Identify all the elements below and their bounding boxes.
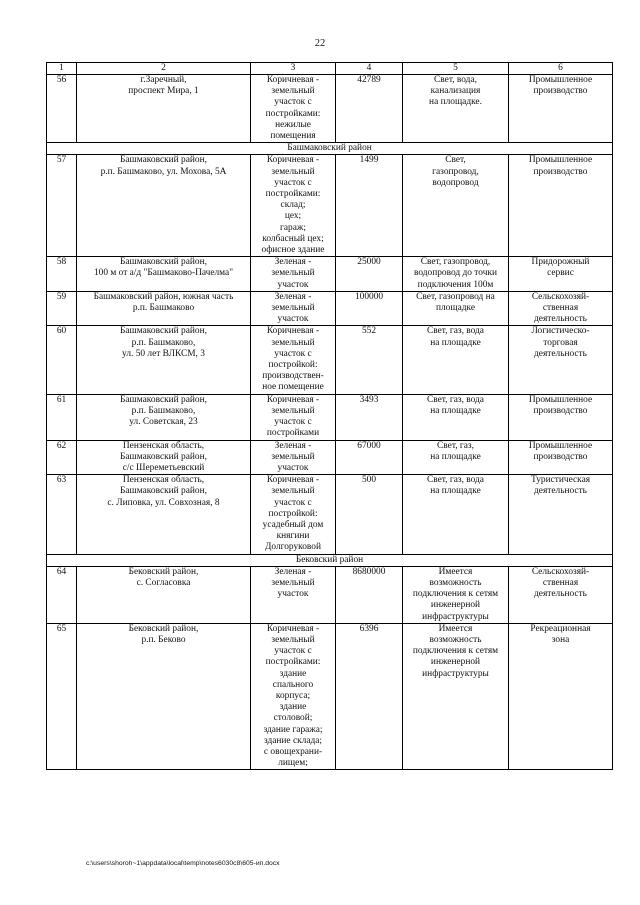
site-type-cell [251, 623, 336, 770]
table-row [47, 394, 613, 440]
infrastructure-cell [403, 75, 509, 143]
site-area-cell [336, 257, 403, 292]
site-type: Зеленая - земельный участок [271, 440, 315, 473]
site-type: Коричневая - земельный участок с постройками [266, 394, 320, 439]
infrastructure: Свет, газ, вода на площадке [427, 475, 484, 497]
site-area-cell [336, 566, 403, 623]
site-address-cell [77, 326, 251, 394]
row-number-cell [47, 257, 77, 292]
intended-use: Промышленное производство [528, 394, 593, 416]
intended-use-cell [509, 257, 613, 292]
row-number-cell [47, 566, 77, 623]
infrastructure-cell [403, 623, 509, 770]
intended-use: Сельскохозяй- ственная деятельность [531, 566, 590, 600]
intended-use: Сельскохозяй- ственная деятельность [531, 291, 590, 325]
site-type-cell [251, 475, 336, 554]
infrastructure: Свет, газопровод, водопровод [432, 155, 479, 188]
site-type: Коричневая - земельный участок с постройками: нежилые помещения [265, 75, 321, 142]
site-area: 42789 [357, 75, 381, 85]
row-number-cell [47, 623, 77, 770]
district-title: Бековский район [47, 554, 613, 566]
intended-use-cell [509, 440, 613, 475]
infrastructure: Свет, газ, на площадке [430, 440, 481, 462]
row-number: 59 [56, 291, 67, 302]
site-address: Пензенская область, Башмаковский район, с. Липовка, ул. Совхозная, 8 [107, 475, 220, 508]
column-header: 4 [336, 63, 403, 75]
infrastructure-cell [403, 475, 509, 554]
row-number: 62 [56, 440, 67, 451]
site-type-cell [251, 394, 336, 440]
intended-use-cell [509, 326, 613, 394]
infrastructure-cell [403, 566, 509, 623]
site-area-cell [336, 155, 403, 257]
row-number-cell [47, 475, 77, 554]
infrastructure-cell [403, 291, 509, 326]
site-address-cell [77, 623, 251, 770]
row-number-cell [47, 394, 77, 440]
site-type: Зеленая - земельный участок [271, 566, 315, 600]
intended-use-cell [509, 394, 613, 440]
column-header: 2 [77, 63, 251, 75]
intended-use: Придорожный сервис [531, 257, 590, 279]
intended-use-cell [509, 566, 613, 623]
row-number-cell [47, 155, 77, 257]
table-row [47, 257, 613, 292]
site-type: Коричневая - земельный участок с постройкой: производствен- ное помещение [262, 326, 324, 393]
site-address-cell [77, 566, 251, 623]
table-row [47, 566, 613, 623]
site-address: Башмаковский район, р.п. Башмаково, ул. Советская, 23 [120, 394, 207, 428]
infrastructure-cell [403, 257, 509, 292]
infrastructure: Свет, газ, вода на площадке [427, 326, 484, 348]
page-number: 22 [314, 38, 326, 49]
intended-use: Рекреационная зона [530, 623, 591, 645]
site-area: 67000 [357, 440, 381, 451]
row-number: 64 [56, 566, 67, 577]
infrastructure-cell [403, 394, 509, 440]
site-type-cell [251, 291, 336, 326]
infrastructure: Имеется возможность подключения к сетям инженерной инфраструктуры [412, 566, 499, 622]
table-row [47, 326, 613, 394]
infrastructure: Свет, газ, вода на площадке [427, 394, 484, 416]
district-section-row [47, 554, 613, 566]
site-area-cell [336, 75, 403, 143]
intended-use: Промышленное производство [528, 75, 593, 97]
site-address-cell [77, 257, 251, 292]
row-number-cell [47, 75, 77, 143]
intended-use: Туристическая деятельность [530, 475, 591, 497]
site-area: 552 [361, 326, 377, 337]
infrastructure: Свет, газопровод на площадке [416, 291, 495, 314]
site-address-cell [77, 155, 251, 257]
district-title: Башмаковский район [47, 143, 613, 155]
row-number: 63 [56, 475, 67, 486]
intended-use-cell [509, 75, 613, 143]
infrastructure-cell [403, 155, 509, 257]
column-header: 5 [403, 63, 509, 75]
site-area-cell [336, 623, 403, 770]
column-header: 6 [509, 63, 613, 75]
site-address: Башмаковский район, р.п. Башмаково, ул. 50 лет ВЛКСМ, 3 [120, 326, 207, 359]
table-header-row [47, 63, 613, 75]
row-number-cell [47, 440, 77, 475]
site-address: Башмаковский район, 100 м от а/д "Башмаково-Пачелма" [93, 257, 234, 279]
row-number: 57 [56, 155, 67, 166]
table-row [47, 155, 613, 257]
site-type-cell [251, 257, 336, 292]
site-type: Зеленая - земельный участок [271, 257, 315, 290]
intended-use: Логистическо- торговая деятельность [531, 326, 590, 359]
intended-use: Промышленное производство [528, 155, 593, 177]
table-row [47, 440, 613, 475]
site-address-cell [77, 75, 251, 143]
site-area: 100000 [354, 291, 384, 302]
intended-use: Промышленное производство [528, 440, 593, 462]
site-type: Зеленая - земельный участок [271, 291, 315, 325]
site-type-cell [251, 440, 336, 475]
intended-use-cell [509, 291, 613, 326]
row-number: 58 [56, 257, 67, 268]
column-header: 1 [47, 63, 77, 75]
investment-sites-table [46, 62, 613, 770]
intended-use-cell [509, 155, 613, 257]
row-number: 60 [56, 326, 67, 337]
site-area: 25000 [357, 257, 381, 268]
row-number: 65 [56, 623, 67, 634]
row-number: 61 [56, 394, 67, 405]
file-path-footer: c:\users\shoroh~1\appdata\local\temp\notes6030c8\605-ип.docx [86, 860, 280, 867]
site-address: Бековский район, р.п. Беково [128, 623, 199, 645]
site-address-cell [77, 440, 251, 475]
site-area-cell [336, 326, 403, 394]
site-type-cell [251, 326, 336, 394]
column-header: 3 [251, 63, 336, 75]
district-section-row [47, 143, 613, 155]
intended-use-cell [509, 623, 613, 770]
table-row [47, 291, 613, 326]
site-area: 1499 [359, 155, 379, 166]
table-row [47, 475, 613, 554]
site-type-cell [251, 566, 336, 623]
site-area-cell [336, 394, 403, 440]
site-area-cell [336, 475, 403, 554]
infrastructure-cell [403, 326, 509, 394]
infrastructure: Свет, вода, канализация на площадке. [429, 75, 482, 108]
site-area-cell [336, 440, 403, 475]
site-type: Коричневая - земельный участок с постройками: склад; цех; гараж; колбасный цех; офисное здание [261, 155, 325, 256]
site-area: 500 [361, 475, 377, 486]
site-address-cell [77, 475, 251, 554]
table-body [47, 75, 613, 770]
site-address: г.Заречный, проспект Мира, 1 [128, 75, 199, 97]
table-row [47, 623, 613, 770]
site-type-cell [251, 155, 336, 257]
site-address: Пензенская область, Башмаковский район, с/с Шереметьевский [120, 440, 207, 473]
site-type: Коричневая - земельный участок с постройками: здание спального корпуса; здание столовой; здание гаража; здание склада; с овощехрани- лищем; [263, 623, 323, 769]
site-address-cell [77, 291, 251, 326]
intended-use-cell [509, 475, 613, 554]
infrastructure: Имеется возможность подключения к сетям инженерной инфраструктуры [412, 623, 499, 679]
site-address: Башмаковский район, южная часть р.п. Башмаково [93, 291, 234, 314]
infrastructure-cell [403, 440, 509, 475]
site-address-cell [77, 394, 251, 440]
site-area: 6396 [359, 623, 379, 634]
row-number-cell [47, 291, 77, 326]
site-type-cell [251, 75, 336, 143]
table-row [47, 75, 613, 143]
site-area: 8680000 [352, 566, 386, 577]
site-area: 3493 [359, 394, 379, 405]
site-type: Коричневая - земельный участок с постройкой: усадебный дом княгини Долгоруковой [262, 475, 324, 553]
site-area-cell [336, 291, 403, 326]
row-number-cell [47, 326, 77, 394]
site-address: Башмаковский район, р.п. Башмаково, ул. Мохова, 5А [100, 155, 227, 177]
site-address: Бековский район, с. Согласовка [128, 566, 199, 588]
row-number: 56 [56, 75, 67, 85]
infrastructure: Свет, газопровод, водопровод до точки подключения 100м [413, 257, 498, 290]
